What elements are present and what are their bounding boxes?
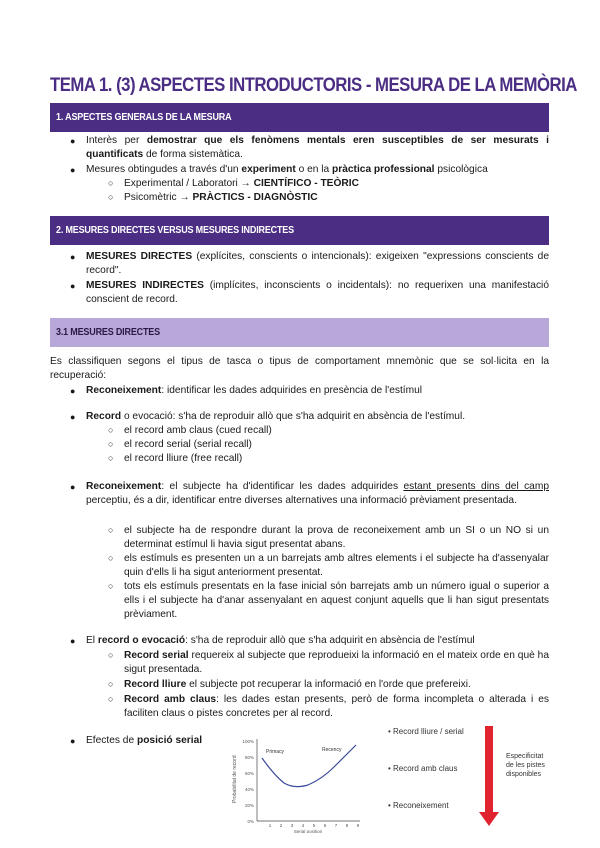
xtick: 5: [312, 823, 316, 828]
s3-record-def: Record o evocació: s'ha de reproduir allò que s'ha adquirit en absència de l'estímul.: [86, 411, 466, 422]
section-3-heading: 3.1 MESURES DIRECTES: [50, 318, 549, 347]
ytick: 100%: [242, 739, 254, 744]
bullet: ●: [70, 165, 76, 175]
s3-record-sub-2: el record serial (serial recall): [124, 439, 252, 450]
xtick: 4: [301, 823, 305, 828]
sub-bullet: ○: [108, 679, 114, 689]
s2-bullet-2: MESURES INDIRECTES (implícites, inconscients o incidentals): no requerixen una manifestació conscient de record.: [86, 280, 549, 305]
ytick: 80%: [244, 755, 254, 760]
legend-item-1: • Record lliure / serial: [388, 727, 464, 736]
ytick: 40%: [244, 787, 254, 792]
s3-rec-sub-1: el subjecte ha de respondre durant la prova de reconeixement amb un SI o un NO si un determinat estímul li havia sigut presentat abans.: [124, 525, 549, 550]
sub-bullet: ○: [108, 650, 114, 660]
s2-bullet-1: MESURES DIRECTES (explícites, conscients o intencionals): exigeixen "expressions conscients de record".: [86, 251, 549, 276]
s1-bullet-2: Mesures obtingudes a través d'un experiment o en la pràctica professional psicològica: [86, 164, 488, 175]
page-title: TEMA 1. (3) ASPECTES INTRODUCTORIS - MESURA DE LA MEMÒRIA: [50, 74, 577, 96]
specificity-arrow-bar: [485, 726, 493, 814]
bullet: ●: [70, 482, 76, 492]
s3-ev-sub-1: Record serial requereix al subjecte que reprodueixi la informació en el mateix orde en què ha sigut presentada.: [124, 650, 549, 675]
primacy-label: Primacy: [266, 749, 285, 755]
bullet: ●: [70, 136, 76, 146]
s1-sub-1: Experimental / Laboratori → CIENTÍFICO - TEÒRIC: [124, 178, 359, 189]
s3-reconeixement-def: Reconeixement: identificar les dades adquirides en presència de l'estímul: [86, 385, 423, 396]
specificity-label: Especificitat de les pistes disponibles: [506, 753, 545, 778]
xtick: 9: [356, 823, 360, 828]
figure-xlabel: Serial position: [293, 829, 323, 833]
legend-item-3: • Reconeixement: [388, 801, 449, 810]
xtick: 7: [334, 823, 338, 828]
xtick: 1: [268, 823, 272, 828]
sub-bullet: ○: [108, 425, 114, 435]
bullet: ●: [70, 636, 76, 646]
section-2-heading: 2. MESURES DIRECTES VERSUS MESURES INDIRECTES: [50, 216, 549, 245]
s3-record-sub-3: el record lliure (free recall): [124, 453, 243, 464]
legend-item-2: • Record amb claus: [388, 764, 458, 773]
sub-bullet: ○: [108, 525, 114, 535]
bullet: ●: [70, 281, 76, 291]
sub-bullet: ○: [108, 581, 114, 591]
recency-label: Recency: [322, 747, 342, 753]
figure-ylabel: Probabilitat de record: [232, 755, 238, 803]
s1-bullet-1: Interès per demostrar que els fenòmens mentals eren susceptibles de ser mesurats i quantificats de forma sistemàtica.: [86, 135, 550, 160]
bullet: ●: [70, 412, 76, 422]
s3-record-sub-1: el record amb claus (cued recall): [124, 425, 272, 436]
s3-intro: Es classifiquen segons el tipus de tasca o tipus de comportament mnemònic que se sol·licita en la recuperació:: [50, 356, 549, 381]
s3-ev-sub-3: Record amb claus: les dades estan presents, però de forma incompleta o alterada i es faciliten claus o pistes concretes per al record.: [124, 694, 549, 719]
ytick: 0%: [247, 819, 254, 824]
sub-bullet: ○: [108, 439, 114, 449]
s3-reconeixement-detail: Reconeixement: el subjecte ha d'identificar les dades adquirides estant presents dins del camp perceptiu, és a dir, identificar entre diverses alternatives una informació prèviament presentada.: [86, 481, 549, 506]
sub-bullet: ○: [108, 694, 114, 704]
s3-efectes: Efectes de posició serial: [86, 735, 203, 746]
s3-rec-sub-2: els estímuls es presenten un a un barrejats amb altres elements i el subjecte ha d'assenyalar quin d'ells li ha sigut anteriorment presentat.: [124, 553, 549, 578]
sub-bullet: ○: [108, 553, 114, 563]
bullet: ●: [70, 252, 76, 262]
serial-position-figure: [232, 733, 362, 833]
s3-ev-sub-2: Record lliure el subjecte pot recuperar la informació en l'orde que prefereixi.: [124, 679, 471, 690]
xtick: 6: [323, 823, 327, 828]
xtick: 2: [279, 823, 283, 828]
bullet: ●: [70, 386, 76, 396]
xtick: 8: [345, 823, 349, 828]
s1-sub-2: Psicomètric → PRÀCTICS - DIAGNÒSTIC: [124, 192, 318, 203]
sub-bullet: ○: [108, 453, 114, 463]
s3-evocacio-def: El record o evocació: s'ha de reproduir allò que s'ha adquirit en absència de l'estímul: [86, 635, 475, 646]
sub-bullet: ○: [108, 192, 114, 202]
s3-rec-sub-3: tots els estímuls presentats en la fase inicial són barrejats amb un número igual o superior a ells i el subjecte ha d'anar assenyalant en aquest conjunt aquells que li han sigut presentats prèviament.: [124, 581, 549, 620]
sub-bullet: ○: [108, 178, 114, 188]
section-1-heading: 1. ASPECTES GENERALS DE LA MESURA: [50, 103, 549, 132]
bullet: ●: [70, 736, 76, 746]
specificity-arrow-head: [479, 812, 499, 826]
xtick: 3: [290, 823, 294, 828]
ytick: 60%: [244, 771, 254, 776]
ytick: 20%: [244, 803, 254, 808]
